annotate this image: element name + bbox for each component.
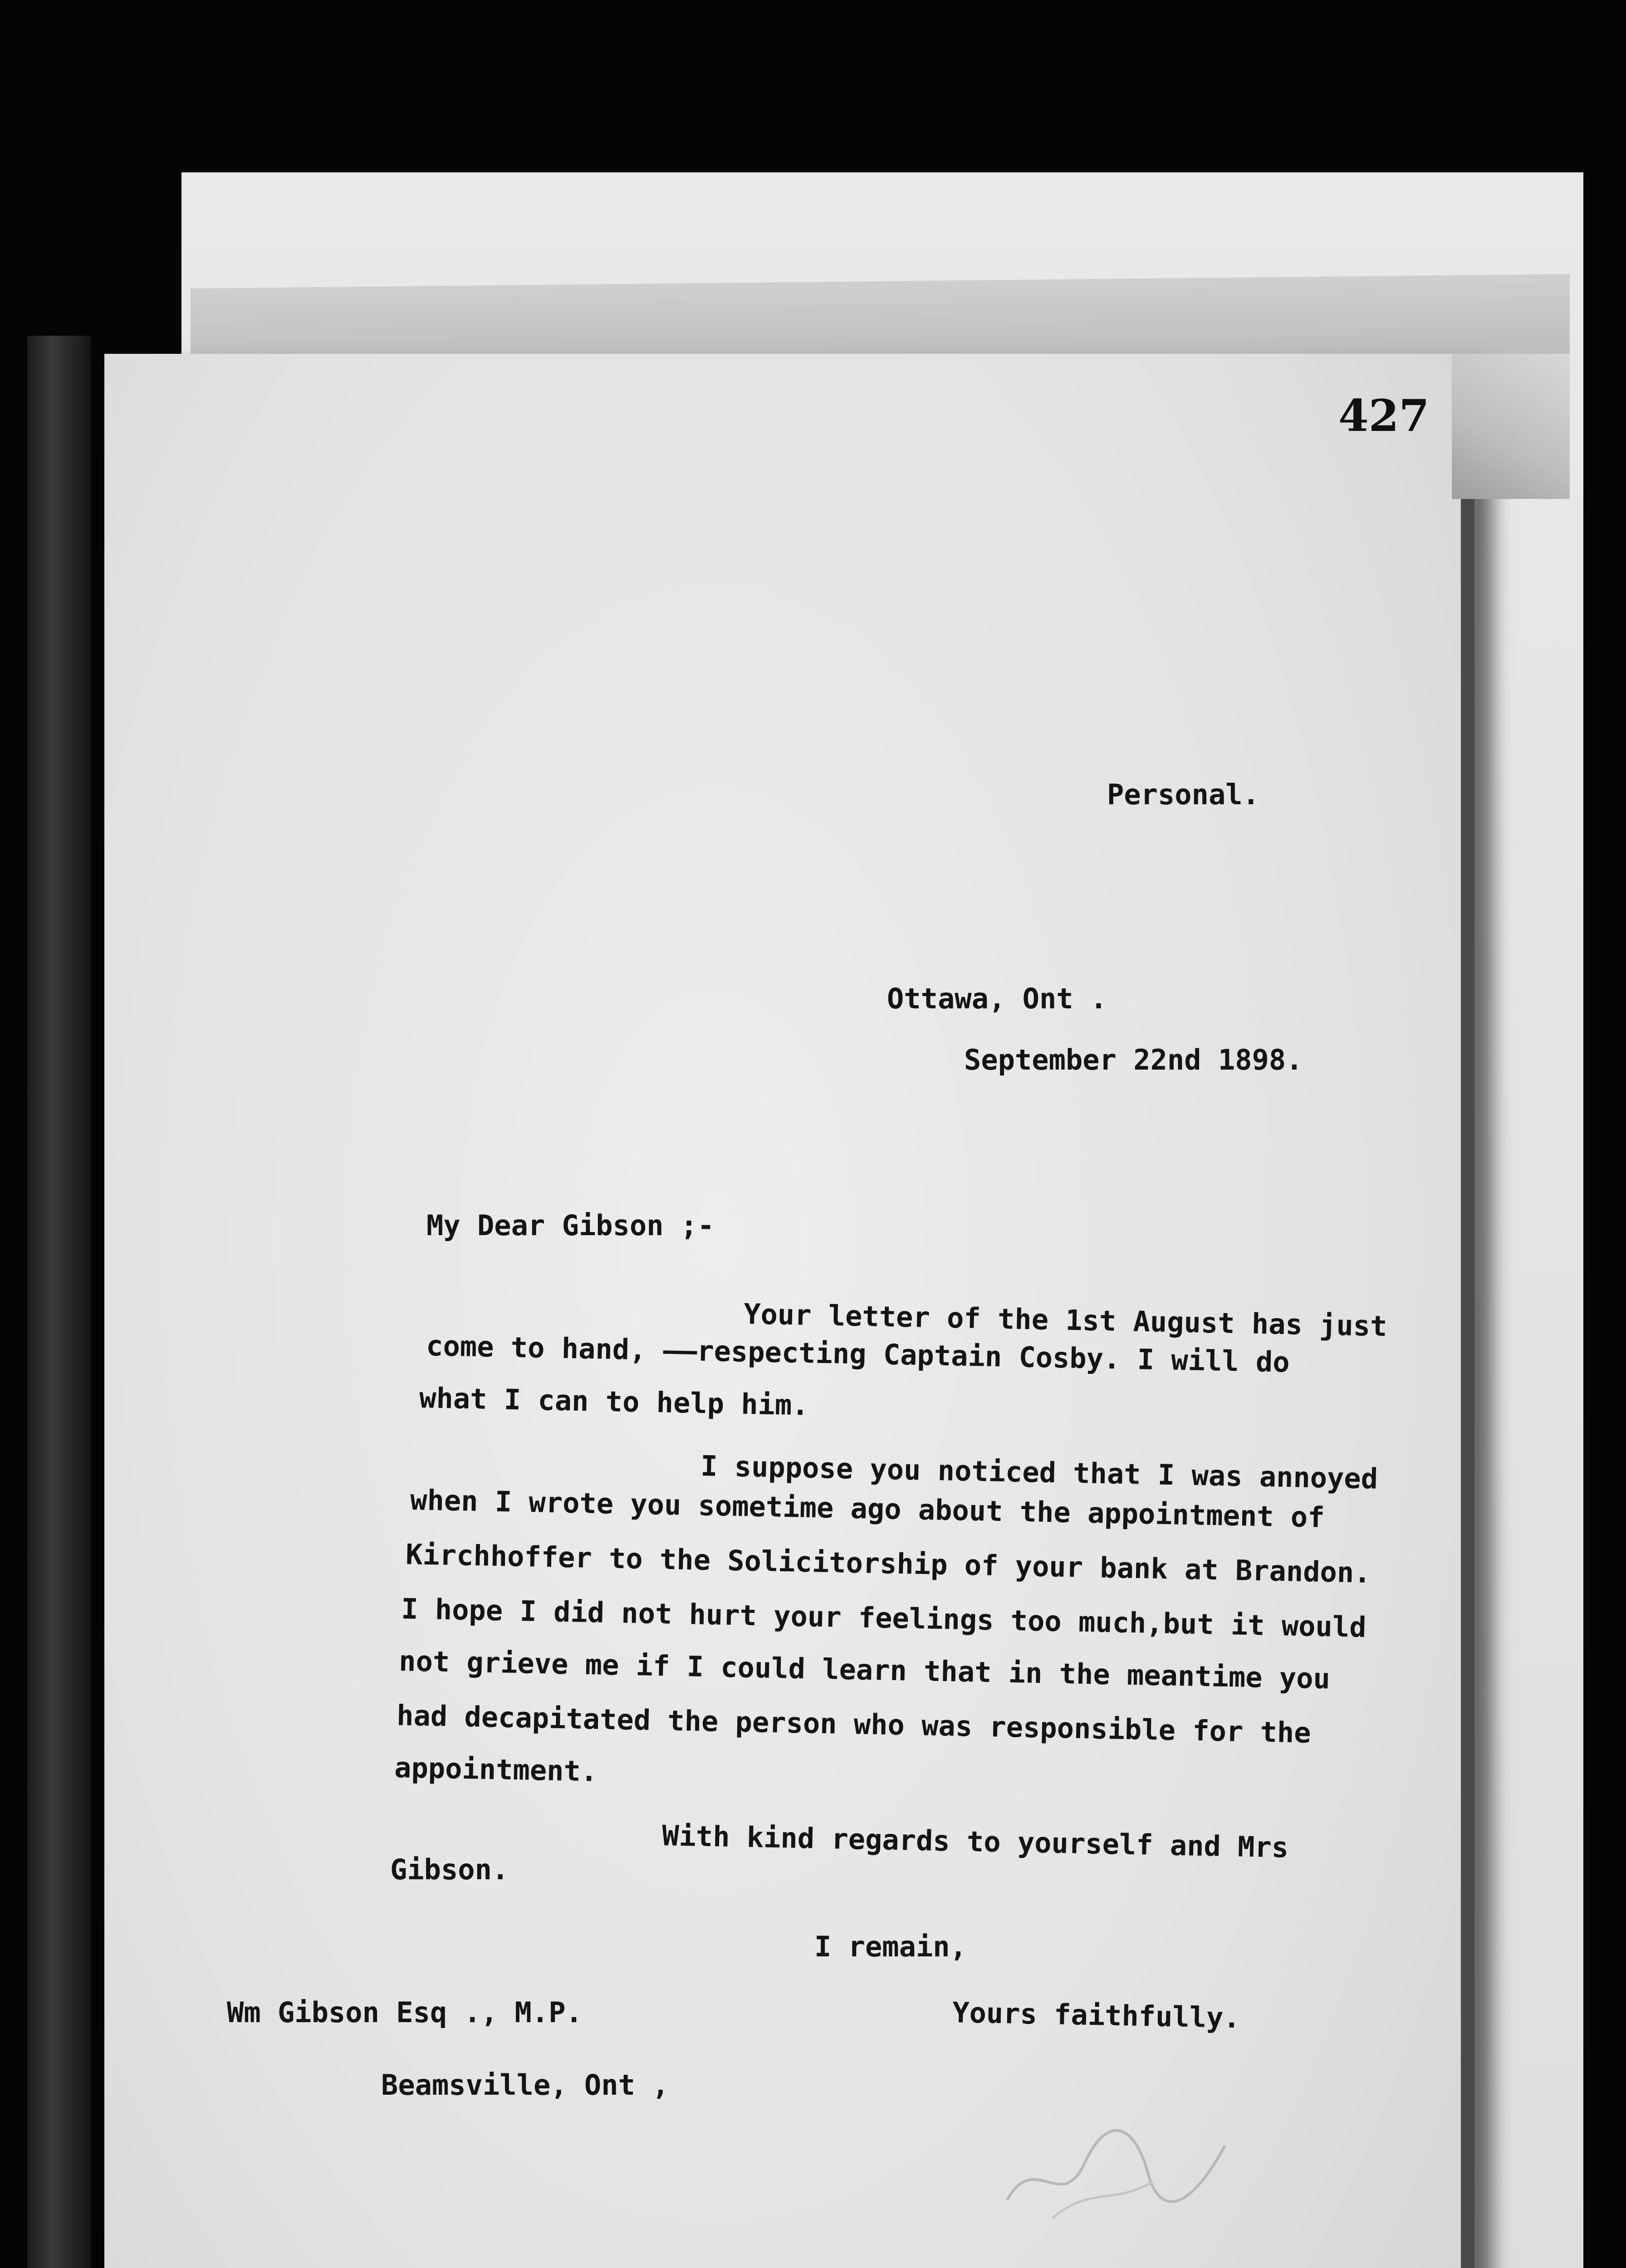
page-number: 427 xyxy=(1338,390,1430,441)
closing-remain: I remain, xyxy=(814,1930,967,1963)
addressee-name: Wm Gibson Esq ., M.P. xyxy=(227,1996,583,2029)
paragraph-1-line-1: Your letter of the 1st August has just xyxy=(743,1297,1388,1343)
date-line: September 22nd 1898. xyxy=(964,1043,1303,1076)
salutation: My Dear Gibson ;- xyxy=(426,1209,715,1242)
paragraph-3-line-2: Gibson. xyxy=(390,1853,509,1886)
signature-scribble xyxy=(998,2096,1234,2232)
paragraph-3-line-1: With kind regards to yourself and Mrs xyxy=(661,1819,1289,1864)
paragraph-2-line-7: appointment. xyxy=(394,1751,598,1788)
paragraph-2-line-1: I suppose you noticed that I was annoyed xyxy=(700,1449,1378,1496)
paragraph-2-line-5: not grieve me if I could learn that in the meantime you xyxy=(398,1644,1331,1696)
paragraph-2-line-6: had decapitated the person who was responsible for the xyxy=(396,1699,1312,1750)
paragraph-1-line-2: come to hand, ——respecting Captain Cosby. I will do xyxy=(426,1329,1290,1379)
place-line: Ottawa, Ont . xyxy=(887,982,1107,1015)
personal-marking: Personal. xyxy=(1107,778,1259,811)
addressee-place: Beamsville, Ont , xyxy=(381,2068,669,2102)
paragraph-2-line-2: when I wrote you sometime ago about the appointment of xyxy=(410,1483,1325,1534)
paragraph-2-line-4: I hope I did not hurt your feelings too much,but it would xyxy=(401,1592,1367,1644)
paragraph-1-line-3: what I can to help him. xyxy=(419,1381,809,1422)
paragraph-2-line-3: Kirchhoffer to the Solicitorship of your bank at Brandon. xyxy=(405,1538,1371,1589)
folded-corner xyxy=(1452,354,1570,499)
film-edge xyxy=(27,336,91,2268)
closing-yours: Yours faithfully. xyxy=(952,1996,1241,2035)
